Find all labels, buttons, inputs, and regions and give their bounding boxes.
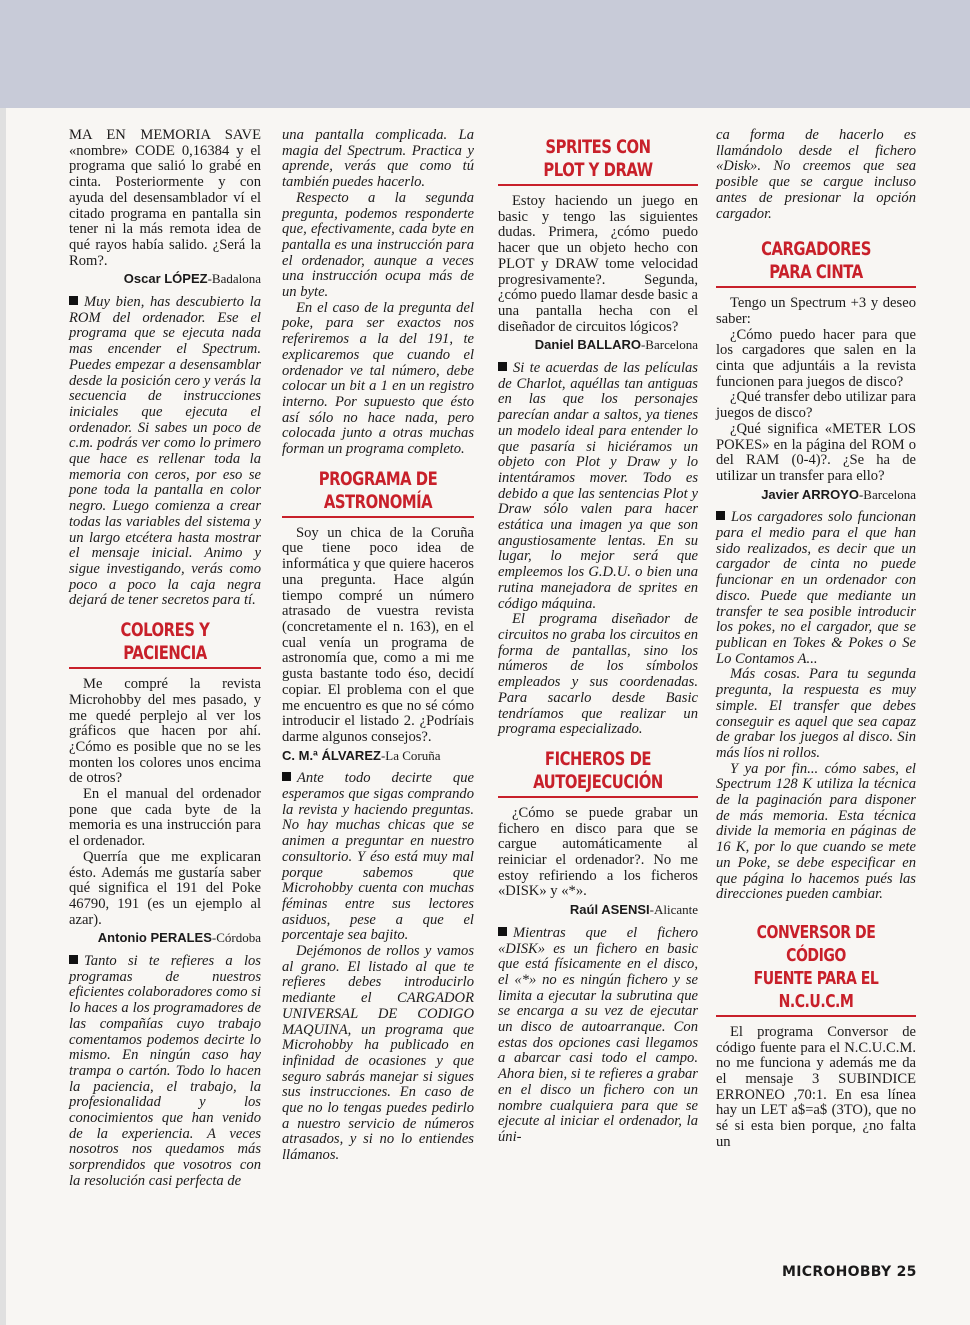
answer-text: Tanto si te refieres a los programas de nuestros eficientes colaboradores como si lo haces a los programadores de las compañías cuyo trabajo comentamos podemos decirte lo mismo. En ningún caso hay trampa o cartón. Todo lo hacen la paciencia, el trabajo, la profesionalidad y los conocimientos que han venido de la experiencia. A veces nosotros nos quedamos más sorprendidos que vosotros con la resolución casi perfecta de [69,953,261,1189]
answer-text: El programa diseñador de circuitos no graba los circuitos en forma de pantallas, sino los números de los símbolos empleados y sus coordenadas. Para sacarlo desde Basic tendríamos que realizar un programa especializado. [498,611,698,738]
letter-signature: Daniel BALLARO-Barcelona [534,337,698,353]
answer-text: Muy bien, has descubierto la ROM del ordenador. Ese el programa que se ejecuta nada mas encender el Spectrum. Puedes empezar a desensamblar desde la posición cero y verás la secuencia de instrucciones iniciales que ejecuta el ordenador. Si sabes un poco de c.m. podrás ver como lo primero que hace es rellenar toda la memoria con ceros, por eso se pone toda la pantalla en color negro. Luego comienza a crear todas las variables del sistema y un largo etcétera hasta mostrar el mensaje inicial. Animo y sigue investigando, verás como poco a poco la caja negra dejará de tener secretos para tí. [69,294,261,609]
letter-text: Estoy haciendo un juego en basic y tengo las siguientes dudas. Primera, ¿cómo puedo hacer que un objeto hecho con PLOT y DRAW tome velocidad progresivamente?. Segunda, ¿cómo puedo llamar desde basic a una pantalla hecha con el diseñador de circuitos lógicos? [498,193,698,335]
page-footer [782,1264,917,1280]
section-heading-box [282,468,474,518]
answer-text: En el caso de la pregunta del poke, para ser exactos nos referiremos a la del 191, te explicaremos que cuando el ordenador ve tal número, debe colocar un bit a 1 en un registro interno. Por supuesto que ésto así sólo no hace nada, pero colocada junto a otras muchas forman un programa completo. [282,299,474,458]
answer-text: Ante todo decirte que esperamos que sigas comprando la revista y haciendo preguntas. No hay muchas chicas que se animen a preguntar en nuestro consultorio. Y éso está muy mal porque sabemos que Microhobby cuenta con muchas féminas entre sus lectores asiduos, pese a que el porcentaje sea bajito. [282,770,474,944]
section-heading-box [498,748,698,798]
magazine-name: MICROHOBBY [782,1264,892,1280]
section-heading-box [716,921,916,1017]
letter-text: Querría que me explicaran ésto. Además me gustaría saber qué significa el 191 del Poke 46790, 191 (es un ejemplo al azar). [69,848,261,928]
section-heading: FICHEROS DE AUTOEJECUCIÓN [533,747,663,793]
letter-signature: Oscar LÓPEZ-Badalona [123,271,261,287]
answer-text: Si te acuerdas de las películas de Charlot, aquéllas tan antiguas en las que los personajes parecían andar a saltos, ya tienes un modelo ideal para entender lo que pasaría si hiciéramos un objeto con Plot y Draw y lo intentáramos mover. Todo es debido a que las sentencias Plot y Draw sólo valen para hacer estática una imagen ya que son angustiosamente lentas. En su lugar, lo mejor será que empleemos los G.D.U. o bien una rutina manejadora de sprites en código máquina. [498,360,698,612]
letter-text: Soy un chica de la Coruña que tiene poco idea de informática y que quiere haceros una pregunta. Hace algún tiempo compré un número atrasado de vuestra revista (concretamente el n. 163), en el cual venía un programa de astronomía que, como a mi me gusta bastante todo éso, decidí copiar. El problema con el que me encuentro es que no sé cómo introducir el listado 2. ¿Podríais darme algunos consejos?. [282,524,474,745]
section-heading: CONVERSOR DE CÓDIGO FUENTE PARA EL N.C.U.C.M [753,921,879,1012]
section-heading: CARGADORES PARA CINTA [761,238,871,284]
letter-text: En el manual del ordenador pone que cada byte de la memoria es una instrucción para el ordenador. [69,786,261,850]
bullet-square-icon [498,362,507,371]
answer-text: Más cosas. Para tu segunda pregunta, la respuesta es muy simple. El transfer que debes conseguir es aquel que sea capaz de grabar los juegos al disco. Sin más líos ni rollos. [716,666,916,761]
letter-text: ¿Cómo se puede grabar un fichero en disco para que se cargue automáticamente al reiniciar el ordenador?. No me estoy refiriendo a los ficheros «DISK» y «*». [498,804,698,900]
letter-text: MA EN MEMORIA SAVE «nombre» CODE 0,16384 y el programa que salió lo grabé en cinta. Posteriormente y con ayuda del desensamblador ví el citado programa en pantalla sin tener ni la más remota idea de qué rayos había salido. ¿Será la Rom?. [69,127,261,269]
column-2 [282,128,474,1164]
answer-text: Respecto a la segunda pregunta, podemos responderte que, efectivamente, cada byte en pantalla es una instrucción para el ordenador, aunque a veces una instrucción ocupa más de un byte. [282,189,474,301]
answer-text: una pantalla complicada. La magia del Spectrum. Practica y aprende, verás que como tú también puedes hacerlo. [282,127,474,191]
bullet-square-icon [716,511,725,520]
top-color-band [0,0,970,108]
column-4 [716,128,916,1151]
letter-signature: Antonio PERALES-Córdoba [97,930,261,946]
answer-text: Y ya por fin... cómo sabes, el Spectrum 128 K utiliza la técnica de la paginación para disponer de más memoria. Esta técnica divide la memoria en páginas de 16 K, por lo que cuando se mete un Poke, se debe especificar en que página lo hacemos pués las direcciones pueden cambiar. [716,760,916,903]
section-heading-box [498,136,698,186]
answer-text: Mientras que el fichero «DISK» es un fichero en basic que está físicamente en el disco, el «*» no es ningún fichero y se limita a ejecutar la subrutina que se encarga a su vez de ejecutar un disco de autoarranque. Con estas dos opciones casi llegamos a abarcar casi todo el campo. Ahora bien, si te refieres a grabar en el disco un fichero con un nombre cualquiera para que se ejecute al iniciar el ordenador, la úni- [498,924,698,1145]
letter-signature: Javier ARROYO-Barcelona [761,486,916,502]
bullet-square-icon [69,955,78,964]
letter-text: ¿Qué transfer debo utilizar para juegos de disco? [716,389,916,422]
bullet-square-icon [69,296,78,305]
letter-text: ¿Cómo puedo hacer para que los cargadores que salen en la cinta que adjuntáis a la revista funcionen para juegos de disco? [716,326,916,390]
section-heading: SPRITES CON PLOT Y DRAW [543,136,653,181]
answer-text: Los cargadores solo funcionan para el medio para el que han sido realizados, es decir que un cargador de cinta no puede funcionar en un ordenador con disco. Puede que mediante un transfer te sea posible introducir los pokes, no el cargador, que se publican en Tokes & Pokes o Se Lo Contamos A... [716,509,916,667]
letter-signature: Raúl ASENSI-Alicante [569,902,698,918]
page-number: 25 [896,1264,917,1280]
letter-text: Me compré la revista Microhobby del mes pasado, y me quedé perplejo al ver los gráficos que hacen por ahí. ¿Cómo es posible que no se les monten los colores unos encima de otros? [69,676,261,787]
section-heading: COLORES Y PACIENCIA [120,619,210,665]
answer-text: Dejémonos de rollos y vamos al grano. El listado al que te refieres debes introducirlo mediante el CARGADOR UNIVERSAL DE CODIGO MAQUINA, un programa que Microhobby ha publicado en infinidad de ocasiones y que seguro sabrás manejar si sigues sus instrucciones. En caso de que no lo tengas puedes pedirlo a nuestro servicio de números atrasados, y si no lo entiendes llámanos. [282,943,474,1164]
bullet-square-icon [498,927,507,936]
column-1 [69,128,261,1190]
section-heading-box [716,238,916,288]
bullet-square-icon [282,772,291,781]
section-heading-box [69,619,261,669]
column-3 [498,128,698,1146]
page-left-edge [0,108,6,1325]
letter-text: ¿Qué significa «METER LOS POKES» en la página del ROM o del RAM (0-4)?. ¿Se ha de utilizar un transfer para ello? [716,420,916,484]
answer-text: ca forma de hacerlo es llamándolo desde el fichero «Disk». No creemos que sea posible que se cargue incluso antes de presionar la opción cargador. [716,127,916,222]
section-heading: PROGRAMA DE ASTRONOMÍA [318,467,438,513]
letter-text: El programa Conversor de código fuente para el N.C.U.C.M. no me funciona y además me da el mensaje 3 SUBINDICE ERRONEO ,70:1. En esa línea hay un LET a$=a$ (3TO), que no sé si esta bien porque, ¿no falta un [716,1023,916,1150]
letter-text: Tengo un Spectrum +3 y deseo saber: [716,295,916,327]
letter-signature: C. M.ª ÁLVAREZ-La Coruña [282,747,441,763]
